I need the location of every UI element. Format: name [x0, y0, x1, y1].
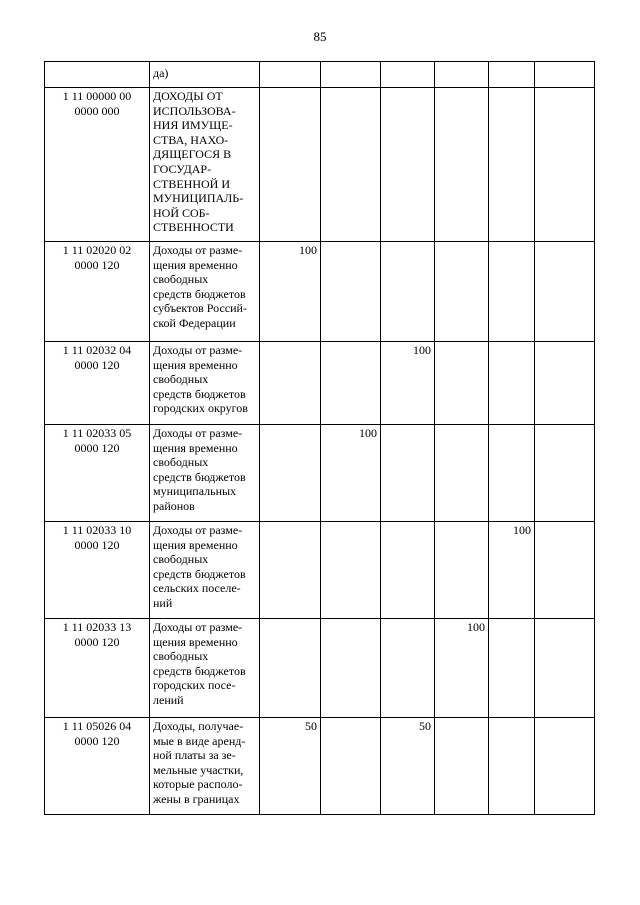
- description-line: щения временно: [153, 634, 238, 649]
- description-line: МУНИЦИПАЛЬ-: [153, 191, 244, 206]
- table-row: [45, 619, 595, 718]
- description-line: свободных: [153, 272, 209, 287]
- description-line: НИЯ ИМУЩЕ-: [153, 118, 233, 133]
- value-cell: [321, 619, 381, 718]
- description-line: мельные участки,: [153, 762, 244, 777]
- description-line: сельских поселе-: [153, 581, 241, 596]
- value-cell: 100: [489, 522, 535, 619]
- code-cell: [45, 242, 150, 342]
- description-line: ДОХОДЫ ОТ: [153, 89, 223, 103]
- value-cell: [435, 88, 489, 242]
- description-cell: [150, 88, 260, 242]
- value-cell: [435, 62, 489, 88]
- value-cell: [321, 342, 381, 425]
- description-line: субъектов Россий-: [153, 301, 247, 316]
- code-line: 1 11 02032 04: [62, 343, 132, 357]
- description-line: Доходы от разме-: [153, 243, 243, 257]
- description-line: СТВЕННОЙ И: [153, 176, 230, 191]
- value-cell: [435, 342, 489, 425]
- code-cell: [45, 718, 150, 815]
- description-line: свободных: [153, 552, 209, 567]
- table-row: [45, 242, 595, 342]
- description-line: свободных: [153, 455, 209, 470]
- value-cell: [435, 242, 489, 342]
- description-line: НОЙ СОБ-: [153, 205, 210, 220]
- description-line: свободных: [153, 372, 209, 387]
- value-cell: [381, 62, 435, 88]
- page-number: 85: [313, 29, 327, 44]
- description-line: лений: [153, 692, 184, 707]
- description-cell: [150, 342, 260, 425]
- code-line: 0000 120: [74, 634, 120, 649]
- description-cell: [150, 718, 260, 815]
- value-cell: [381, 88, 435, 242]
- description-line: щения временно: [153, 537, 238, 552]
- value-cell: [535, 425, 595, 522]
- budget-classification-table: [44, 61, 595, 815]
- code-cell: [45, 88, 150, 242]
- value-cell: [321, 62, 381, 88]
- code-line: 0000 120: [74, 733, 120, 748]
- description-line: щения временно: [153, 357, 238, 372]
- description-line: средств бюджетов: [153, 386, 246, 401]
- value-cell: 100: [435, 619, 489, 718]
- description-line: которые располо-: [153, 777, 243, 792]
- value-cell: [321, 522, 381, 619]
- description-cell: [150, 242, 260, 342]
- value-cell: [260, 88, 321, 242]
- value-cell: [535, 62, 595, 88]
- code-line: 0000 000: [74, 103, 120, 118]
- value-cell: [535, 522, 595, 619]
- description-line: Доходы от разме-: [153, 343, 243, 357]
- code-cell: [45, 342, 150, 425]
- value-cell: 100: [260, 242, 321, 342]
- value-cell: [260, 619, 321, 718]
- value-cell: [435, 425, 489, 522]
- description-line: мые в виде аренд-: [153, 733, 246, 748]
- description-cell: [150, 425, 260, 522]
- value-cell: [260, 342, 321, 425]
- value-cell: [260, 522, 321, 619]
- value-cell: [489, 62, 535, 88]
- description-line: Доходы от разме-: [153, 620, 243, 634]
- description-line: районов: [153, 498, 195, 513]
- value-cell: [381, 425, 435, 522]
- description-line: жены в границах: [153, 791, 240, 806]
- description-line: ной платы за зе-: [153, 748, 236, 763]
- value-cell: [381, 619, 435, 718]
- value-cell: [435, 718, 489, 815]
- code-cell: [45, 62, 150, 88]
- value-cell: [321, 242, 381, 342]
- description-cell: да): [150, 62, 260, 88]
- description-line: городских округов: [153, 401, 248, 416]
- description-line: средств бюджетов: [153, 663, 246, 678]
- description-line: ДЯЩЕГОСЯ В: [153, 147, 232, 162]
- code-line: 0000 120: [74, 357, 120, 372]
- value-cell: 100: [381, 342, 435, 425]
- code-cell: [45, 522, 150, 619]
- description-line: муниципальных: [153, 484, 237, 499]
- value-cell: [535, 88, 595, 242]
- value-cell: [489, 718, 535, 815]
- value-cell: [435, 522, 489, 619]
- value-cell: [260, 62, 321, 88]
- continuation-row: [45, 62, 595, 88]
- value-cell: 50: [260, 718, 321, 815]
- code-line: 1 11 02033 05: [62, 426, 132, 440]
- description-line: средств бюджетов: [153, 469, 246, 484]
- code-line: 1 11 02033 10: [62, 523, 132, 537]
- value-cell: [381, 242, 435, 342]
- value-cell: [321, 88, 381, 242]
- value-cell: [321, 718, 381, 815]
- value-cell: [489, 619, 535, 718]
- value-cell: [381, 522, 435, 619]
- code-line: 0000 120: [74, 257, 120, 272]
- code-line: 1 11 05026 04: [62, 719, 132, 733]
- description-line: ГОСУДАР-: [153, 161, 212, 176]
- description-line: ской Федерации: [153, 315, 236, 330]
- code-cell: [45, 619, 150, 718]
- table-row: [45, 718, 595, 815]
- description-line: средств бюджетов: [153, 566, 246, 581]
- table-row: [45, 88, 595, 242]
- description-line: Доходы от разме-: [153, 523, 243, 537]
- value-cell: 50: [381, 718, 435, 815]
- description-line: щения временно: [153, 257, 238, 272]
- code-line: 1 11 00000 00: [62, 89, 132, 103]
- value-cell: [535, 242, 595, 342]
- description-line: ний: [153, 595, 173, 610]
- description-line: Доходы, получае-: [153, 719, 244, 733]
- description-line: свободных: [153, 649, 209, 664]
- value-cell: [535, 619, 595, 718]
- description-line: Доходы от разме-: [153, 426, 243, 440]
- code-line: 1 11 02020 02: [62, 243, 132, 257]
- code-line: 1 11 02033 13: [62, 620, 132, 634]
- code-cell: [45, 425, 150, 522]
- value-cell: [489, 425, 535, 522]
- description-line: СТВА, НАХО-: [153, 132, 229, 147]
- description-line: ИСПОЛЬЗОВА-: [153, 103, 236, 118]
- table-row: [45, 342, 595, 425]
- value-cell: 100: [321, 425, 381, 522]
- description-cell: [150, 619, 260, 718]
- value-cell: [489, 88, 535, 242]
- value-cell: [260, 425, 321, 522]
- description-line: средств бюджетов: [153, 286, 246, 301]
- code-line: 0000 120: [74, 440, 120, 455]
- value-cell: [489, 342, 535, 425]
- description-cell: [150, 522, 260, 619]
- code-line: 0000 120: [74, 537, 120, 552]
- value-cell: [489, 242, 535, 342]
- table-row: [45, 522, 595, 619]
- value-cell: [535, 718, 595, 815]
- description-line: щения временно: [153, 440, 238, 455]
- value-cell: [535, 342, 595, 425]
- description-line: городских посе-: [153, 678, 236, 693]
- table-row: [45, 425, 595, 522]
- description-line: СТВЕННОСТИ: [153, 220, 234, 235]
